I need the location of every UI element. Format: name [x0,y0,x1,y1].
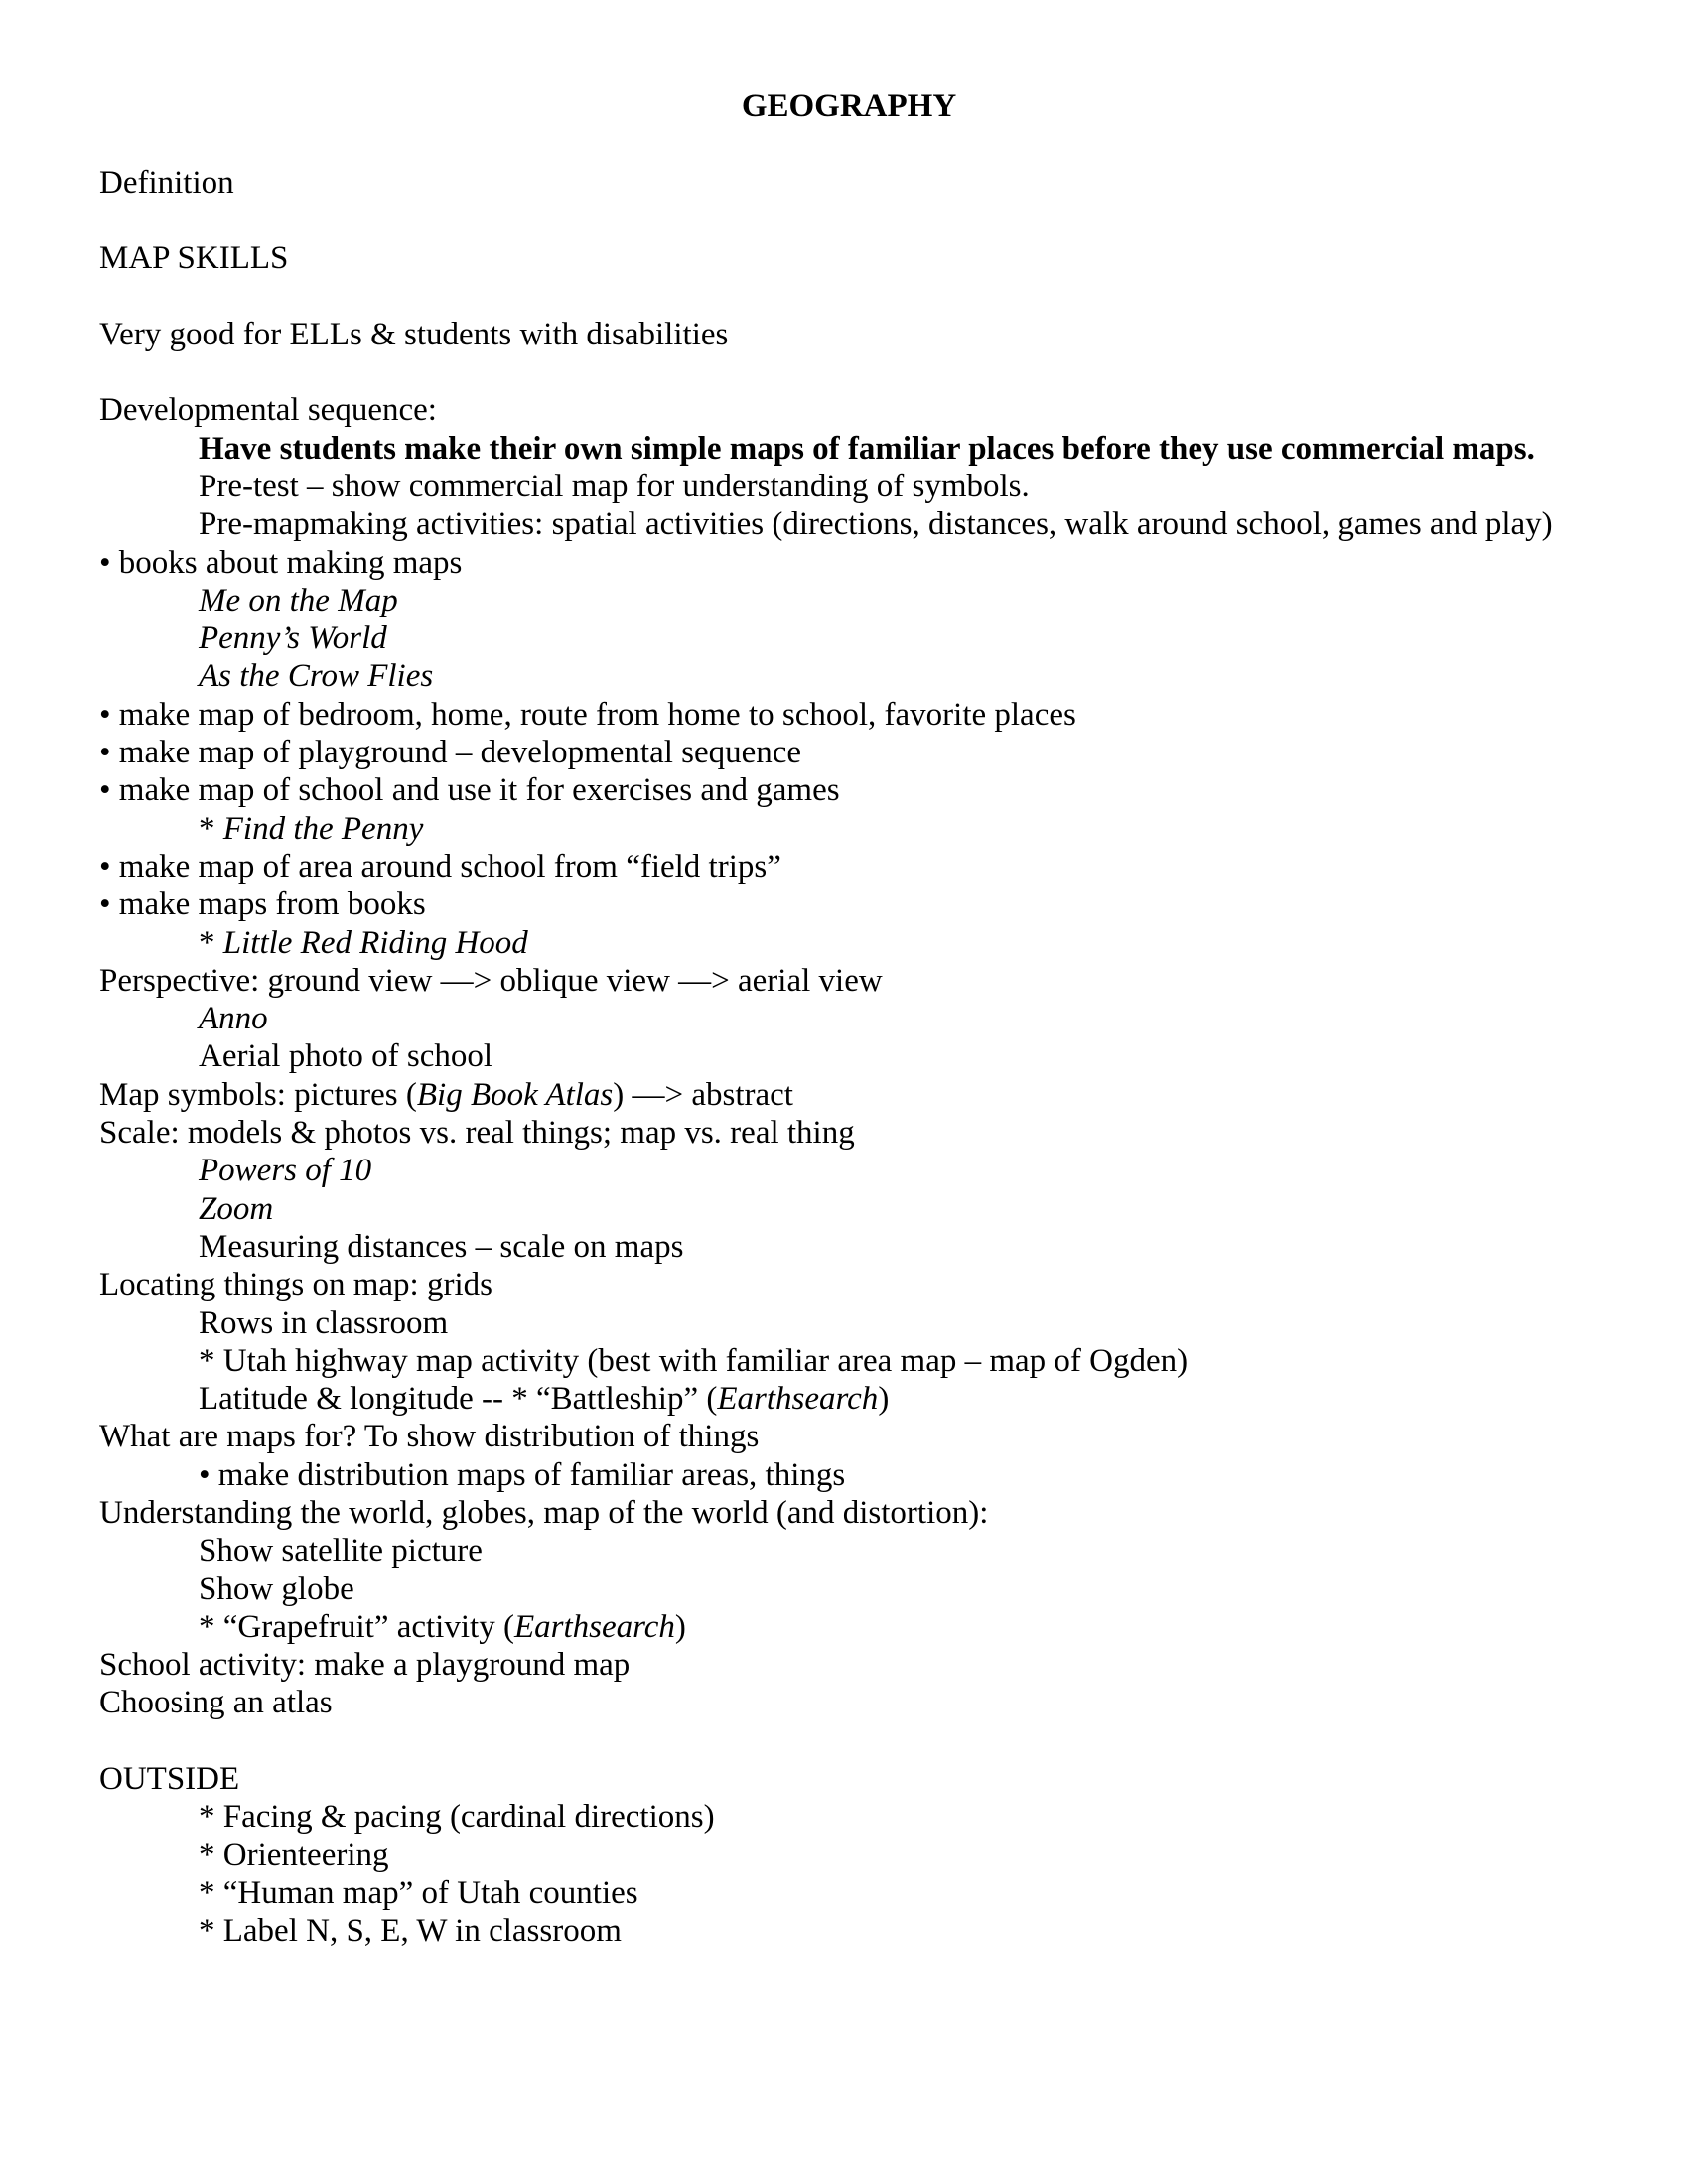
italic-text: Earthsearch [717,1381,879,1418]
text-segment: Pre-mapmaking activities: spatial activities (directions, distances, walk around school, games and play) [199,506,1553,543]
text-segment: Latitude & longitude -- * “Battleship” ( [199,1381,718,1418]
text-segment: Very good for ELLs & students with disabilities [99,316,729,352]
text-segment: Show globe [199,1570,354,1607]
text-segment: * “Human map” of Utah counties [199,1874,638,1911]
text-line [99,1304,1599,1342]
text-segment: Perspective: ground view —> oblique view —> aerial view [99,962,883,999]
text-line [99,1646,1599,1684]
text-line [99,1076,1599,1114]
italic-text: Powers of 10 [199,1153,372,1189]
text-line [99,1494,1599,1532]
text-line [99,924,1599,962]
text-segment: * Orienteering [199,1837,389,1873]
text-segment: Pre-test – show commercial map for understanding of symbols. [199,468,1030,504]
text-line [99,1570,1599,1608]
text-line [99,505,1599,543]
italic-text: Little Red Riding Hood [222,924,528,961]
blank-line [99,125,1599,163]
text-segment: * Label N, S, E, W in classroom [199,1913,622,1950]
text-line [99,1418,1599,1455]
bold-text: GEOGRAPHY [741,88,957,124]
text-line [99,1912,1599,1950]
text-line [99,1190,1599,1228]
text-line [99,771,1599,809]
text-line [99,1798,1599,1836]
text-segment: • make map of school and use it for exercises and games [99,772,840,809]
text-line [99,316,1599,353]
text-segment: * “Grapefruit” activity ( [199,1608,514,1645]
text-segment: What are maps for? To show distribution of things [99,1419,760,1455]
text-segment: Show satellite picture [199,1533,483,1570]
text-segment: Scale: models & photos vs. real things; map vs. real thing [99,1115,855,1152]
text-segment: • books about making maps [99,544,463,581]
italic-text: Earthsearch [513,1608,675,1645]
text-line [99,886,1599,923]
text-segment: School activity: make a playground map [99,1647,631,1684]
text-segment: • make maps from books [99,887,426,923]
text-line [99,657,1599,695]
document-body [99,87,1599,1951]
text-line [99,1456,1599,1494]
text-segment: MAP SKILLS [99,240,289,277]
text-line [99,430,1599,468]
blank-line [99,353,1599,391]
text-line [99,1266,1599,1303]
text-line [99,734,1599,771]
text-segment: ) —> abstract [613,1076,793,1113]
italic-text: Anno [199,1001,268,1037]
text-segment: • make map of playground – developmental sequence [99,735,802,771]
italic-text: As the Crow Flies [199,658,434,695]
text-line [99,1114,1599,1152]
text-segment: Understanding the world, globes, map of the world (and distortion): [99,1494,989,1531]
text-line [99,810,1599,848]
bold-text: Have students make their own simple maps of familiar places before they use commercial maps. [199,430,1535,467]
text-line [99,1000,1599,1037]
italic-text: Big Book Atlas [416,1076,614,1113]
text-line [99,619,1599,657]
blank-line [99,1722,1599,1760]
text-line [99,468,1599,505]
text-segment: * Utah highway map activity (best with familiar area map – map of Ogden) [199,1342,1189,1379]
italic-text: Penny’s World [199,620,387,657]
text-segment: * [199,810,223,847]
text-segment: * Facing & pacing (cardinal directions) [199,1799,715,1836]
text-line [99,1608,1599,1646]
italic-text: Find the Penny [222,810,424,847]
text-segment: Aerial photo of school [199,1038,493,1075]
text-segment: Developmental sequence: [99,392,437,429]
blank-line [99,202,1599,239]
text-segment: Map symbols: pictures ( [99,1076,417,1113]
text-line [99,1037,1599,1075]
text-segment: ) [878,1381,890,1418]
text-segment: • make map of bedroom, home, route from home to school, favorite places [99,696,1076,733]
text-segment: Rows in classroom [199,1304,449,1341]
text-line [99,1152,1599,1189]
text-line [99,1874,1599,1912]
text-line [99,1380,1599,1418]
text-line [99,1760,1599,1798]
text-segment: Choosing an atlas [99,1685,333,1721]
text-line [99,239,1599,277]
text-segment: * [199,924,223,961]
italic-text: Zoom [199,1190,274,1227]
text-line [99,87,1599,125]
text-segment: ) [674,1608,686,1645]
text-line [99,582,1599,619]
text-line [99,164,1599,202]
text-line [99,962,1599,1000]
italic-text: Me on the Map [199,582,398,618]
text-segment: Definition [99,164,234,201]
text-line [99,1837,1599,1874]
text-line [99,696,1599,734]
blank-line [99,277,1599,315]
text-line [99,391,1599,429]
text-line [99,544,1599,582]
text-segment: OUTSIDE [99,1761,240,1798]
text-segment: • make map of area around school from “field trips” [99,848,781,885]
text-line [99,848,1599,886]
text-line [99,1342,1599,1380]
text-line [99,1684,1599,1721]
text-line [99,1532,1599,1570]
text-segment: Measuring distances – scale on maps [199,1228,684,1265]
text-line [99,1228,1599,1266]
text-segment: Locating things on map: grids [99,1267,492,1303]
text-segment: • make distribution maps of familiar areas, things [199,1456,846,1493]
